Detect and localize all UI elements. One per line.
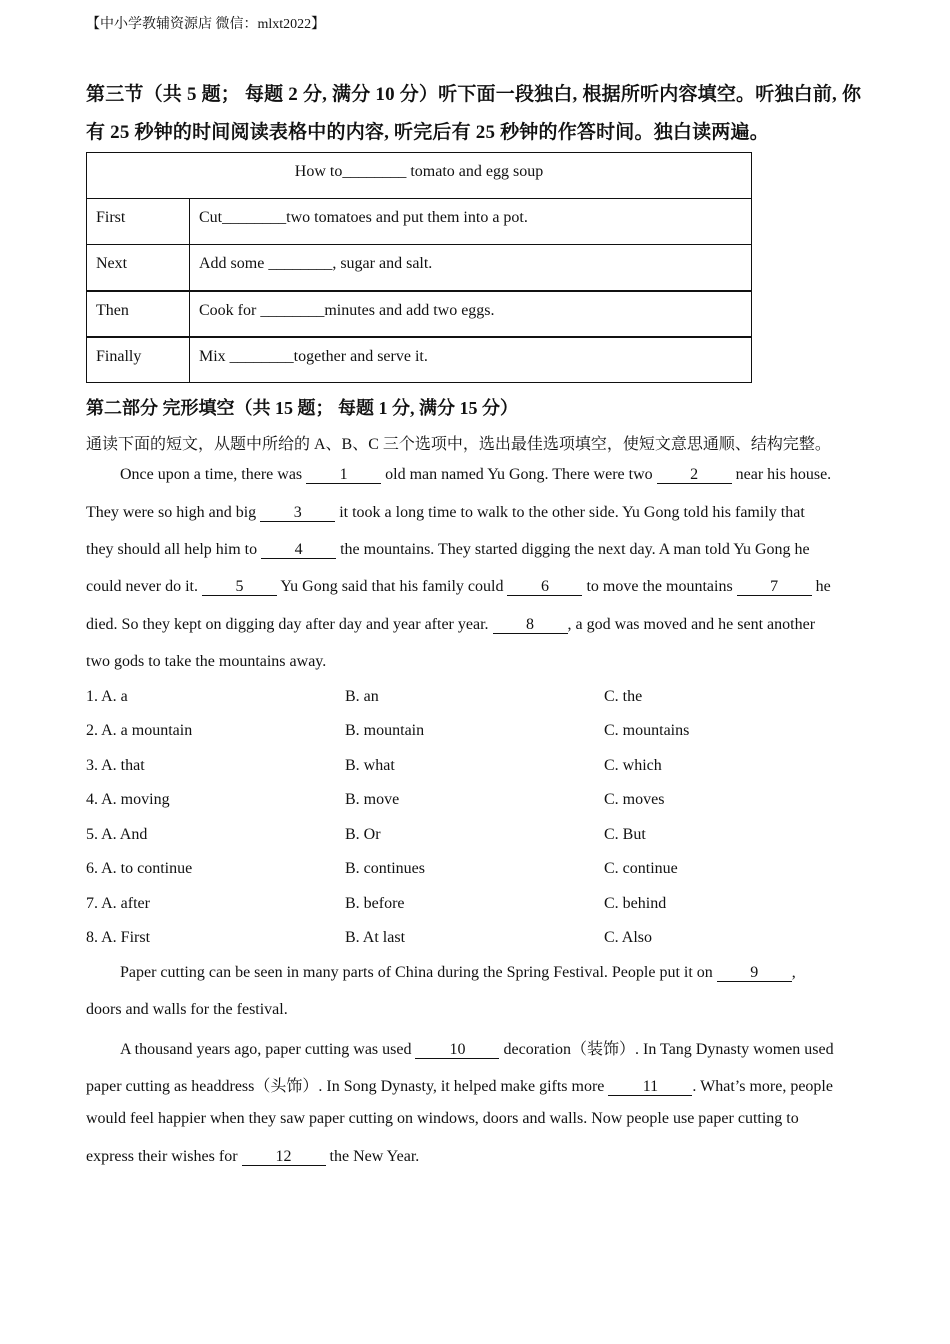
passage1-line: They were so high and big 3 it took a long time to walk to the other side. Yu Gong told his family that bbox=[86, 504, 805, 521]
option-b: B. move bbox=[345, 791, 400, 808]
option-a: 8. A. First bbox=[86, 929, 151, 946]
option-a: 1. A. a bbox=[86, 688, 128, 705]
option-a: 7. A. after bbox=[86, 895, 150, 912]
page-header: 【中小学教辅资源店 微信：mlxt2022】 bbox=[86, 17, 326, 32]
passage1-line: Once upon a time, there was 1 old man named Yu Gong. There were two 2 near his house. bbox=[120, 466, 832, 483]
option-b: B. mountain bbox=[345, 722, 425, 739]
table-row bbox=[87, 199, 752, 245]
part2-title: 第二部分 完形填空（共 15 题； 每题 1 分, 满分 15 分） bbox=[86, 398, 518, 418]
section3-instruction-line2: 有 25 秒钟的时间阅读表格中的内容, 听完后有 25 秒钟的作答时间。独白读两遍。 bbox=[86, 122, 769, 143]
passage2-line: express their wishes for 12 the New Year. bbox=[86, 1148, 420, 1165]
blank-4: 4 bbox=[261, 542, 336, 559]
listening-table bbox=[86, 152, 752, 383]
passage1-line: died. So they kept on digging day after day and year after year. 8 , a god was moved and he sent another bbox=[86, 616, 816, 633]
blank-1: 1 bbox=[306, 467, 381, 484]
option-b: B. At last bbox=[345, 929, 406, 946]
option-c: C. But bbox=[604, 826, 646, 843]
option-c: C. which bbox=[604, 757, 662, 774]
option-b: B. an bbox=[345, 688, 379, 705]
option-a: 5. A. And bbox=[86, 826, 148, 843]
step-text: Cook for ________minutes and add two eggs. bbox=[190, 291, 752, 337]
blank-11: 11 bbox=[608, 1079, 692, 1096]
option-b: B. continues bbox=[345, 860, 425, 877]
table-row bbox=[87, 245, 752, 291]
blank-12: 12 bbox=[242, 1149, 326, 1166]
option-c: C. mountains bbox=[604, 722, 690, 739]
blank-3: 3 bbox=[260, 505, 335, 522]
option-b: B. what bbox=[345, 757, 395, 774]
table-title: How to________ tomato and egg soup bbox=[87, 153, 752, 199]
blank-8: 8 bbox=[493, 617, 568, 634]
passage2-line: doors and walls for the festival. bbox=[86, 1001, 288, 1018]
passage2-line: would feel happier when they saw paper cutting on windows, doors and walls. Now people use paper cutting to bbox=[86, 1110, 799, 1127]
blank-2: 2 bbox=[657, 467, 732, 484]
step-label: First bbox=[87, 199, 190, 245]
blank-10: 10 bbox=[415, 1042, 499, 1059]
step-text: Mix ________together and serve it. bbox=[190, 337, 752, 383]
option-a: 3. A. that bbox=[86, 757, 145, 774]
option-c: C. Also bbox=[604, 929, 653, 946]
passage2-line: A thousand years ago, paper cutting was used 10 decoration（装饰）. In Tang Dynasty women used bbox=[120, 1041, 834, 1058]
option-c: C. moves bbox=[604, 791, 665, 808]
option-a: 6. A. to continue bbox=[86, 860, 193, 877]
section3-instruction-line1: 第三节（共 5 题； 每题 2 分, 满分 10 分）听下面一段独白, 根据所听内容填空。听独白前, 你 bbox=[86, 84, 862, 105]
blank-5: 5 bbox=[202, 579, 277, 596]
step-label: Then bbox=[87, 291, 190, 337]
step-label: Finally bbox=[87, 337, 190, 383]
passage2-line: paper cutting as headdress（头饰）. In Song Dynasty, it helped make gifts more 11 . What’s more, people bbox=[86, 1078, 833, 1095]
step-text: Add some ________, sugar and salt. bbox=[190, 245, 752, 291]
option-b: B. before bbox=[345, 895, 405, 912]
option-c: C. the bbox=[604, 688, 643, 705]
passage1-line: they should all help him to 4 the mountains. They started digging the next day. A man told Yu Gong he bbox=[86, 541, 810, 558]
table-row bbox=[87, 291, 752, 337]
option-c: C. behind bbox=[604, 895, 667, 912]
option-c: C. continue bbox=[604, 860, 678, 877]
passage1-line: two gods to take the mountains away. bbox=[86, 653, 327, 670]
option-a: 2. A. a mountain bbox=[86, 722, 193, 739]
table-row bbox=[87, 337, 752, 383]
blank-6: 6 bbox=[507, 579, 582, 596]
passage2-line: Paper cutting can be seen in many parts of China during the Spring Festival. People put it on 9 , bbox=[120, 964, 796, 981]
option-a: 4. A. moving bbox=[86, 791, 170, 808]
blank-9: 9 bbox=[717, 965, 792, 982]
option-b: B. Or bbox=[345, 826, 381, 843]
step-text: Cut________two tomatoes and put them into a pot. bbox=[190, 199, 752, 245]
part2-instruction: 通读下面的短文，从题中所给的 A、B、C 三个选项中，选出最佳选项填空，使短文意思通顺、结构完整。 bbox=[86, 436, 831, 453]
passage1-line: could never do it. 5 Yu Gong said that his family could 6 to move the mountains 7 he bbox=[86, 578, 831, 595]
blank-7: 7 bbox=[737, 579, 812, 596]
step-label: Next bbox=[87, 245, 190, 291]
